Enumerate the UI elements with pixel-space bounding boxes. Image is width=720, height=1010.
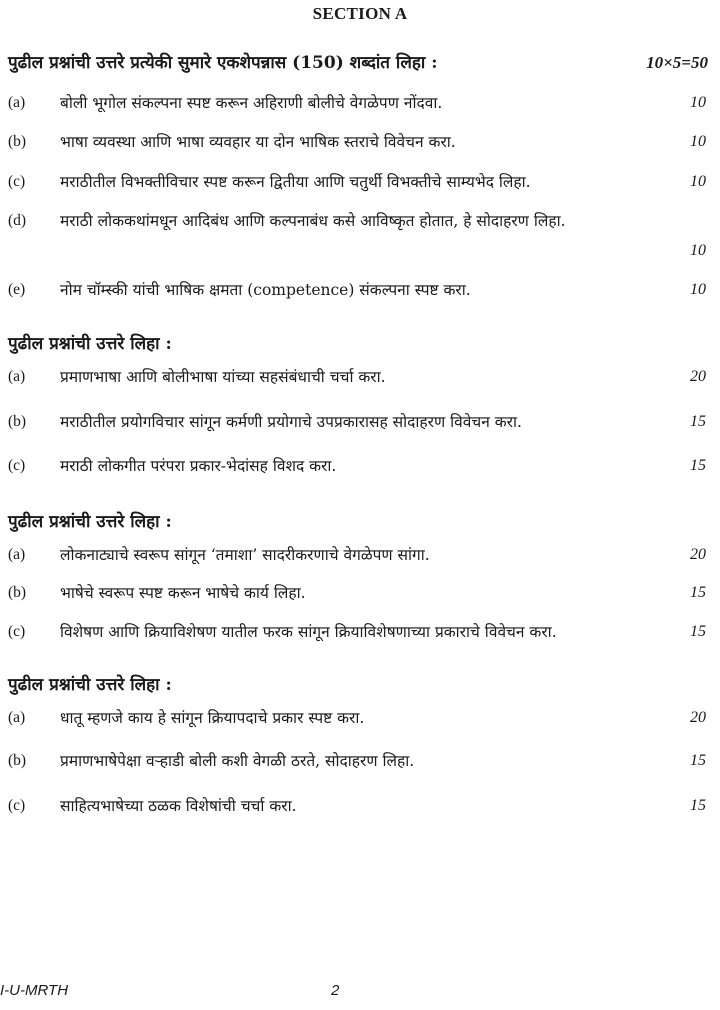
item-marks: 15: [690, 457, 706, 474]
item-text: मराठी लोकगीत परंपरा प्रकार-भेदांसह विशद करा.: [60, 457, 337, 475]
item-label: (c): [8, 623, 26, 640]
item-marks: 20: [690, 546, 706, 563]
question-1-heading: [8, 50, 708, 73]
item-marks: 15: [690, 797, 706, 814]
item-marks: 10: [690, 133, 706, 150]
item-marks: 10: [690, 94, 706, 111]
section-title: SECTION A: [312, 4, 408, 23]
item-marks: 10: [690, 281, 706, 298]
item-text: लोकनाट्याचे स्वरूप सांगून ‘तमाशा’ सादरीकरणाचे वेगळेपण सांगा.: [60, 546, 430, 564]
item-marks: 15: [690, 584, 706, 601]
item-text: बोली भूगोल संकल्पना स्पष्ट करून अहिराणी बोलीचे वेगळेपण नोंदवा.: [60, 94, 443, 112]
item-text: प्रमाणभाषेपेक्षा वऱ्हाडी बोली कशी वेगळी ठरते, सोदाहरण लिहा.: [60, 752, 415, 770]
question-1-marks: 10×5=50: [646, 53, 708, 72]
item-text: मराठीतील विभक्तीविचार स्पष्ट करून द्वितीया आणि चतुर्थी विभक्तीचे साम्यभेद लिहा.: [60, 173, 531, 191]
item-label: (b): [8, 752, 27, 769]
question-2-heading: [8, 331, 708, 354]
item-marks: 10: [690, 242, 706, 259]
item-marks: 15: [690, 413, 706, 430]
item-marks: 15: [690, 752, 706, 769]
item-label: (a): [8, 368, 26, 385]
item-label: (a): [8, 546, 26, 563]
item-text: मराठीतील प्रयोगविचार सांगून कर्मणी प्रयोगाचे उपप्रकारासह सोदाहरण विवेचन करा.: [60, 413, 522, 431]
item-text: साहित्यभाषेच्या ठळक विशेषांची चर्चा करा.: [60, 797, 297, 815]
item-label: (d): [8, 212, 27, 229]
item-label: (a): [8, 94, 26, 111]
item-marks: 15: [690, 623, 706, 640]
question-3-text: पुढील प्रश्नांची उत्तरे लिहा :: [8, 512, 172, 532]
question-4-text: पुढील प्रश्नांची उत्तरे लिहा :: [8, 675, 172, 695]
item-label: (a): [8, 709, 26, 726]
item-label: (b): [8, 413, 27, 430]
question-3-heading: [8, 509, 708, 532]
item-text: नोम चॉम्स्की यांची भाषिक क्षमता (competence) संकल्पना स्पष्ट करा.: [60, 281, 471, 299]
item-marks: 20: [690, 709, 706, 726]
item-text: प्रमाणभाषा आणि बोलीभाषा यांच्या सहसंबंधाची चर्चा करा.: [60, 368, 386, 386]
item-text: मराठी लोककथांमधून आदिबंध आणि कल्पनाबंध कसे आविष्कृत होतात, हे सोदाहरण लिहा.: [60, 212, 566, 230]
item-label: (c): [8, 457, 26, 474]
page-number: 2: [331, 982, 340, 999]
item-label: (b): [8, 584, 27, 601]
item-label: (c): [8, 797, 26, 814]
question-2-text: पुढील प्रश्नांची उत्तरे लिहा :: [8, 334, 172, 354]
item-text: धातू म्हणजे काय हे सांगून क्रियापदाचे प्रकार स्पष्ट करा.: [60, 709, 365, 727]
item-label: (b): [8, 133, 27, 150]
item-text: भाषेचे स्वरूप स्पष्ट करून भाषेचे कार्य लिहा.: [60, 584, 306, 602]
paper-code: I-U-MRTH: [0, 982, 69, 999]
item-text: विशेषण आणि क्रियाविशेषण यातील फरक सांगून क्रियाविशेषणाच्या प्रकाराचे विवेचन करा.: [60, 623, 557, 641]
item-label: (e): [8, 281, 26, 298]
item-label: (c): [8, 173, 26, 190]
question-4-heading: [8, 672, 708, 695]
item-marks: 10: [690, 173, 706, 190]
question-1-text: पुढील प्रश्नांची उत्तरे प्रत्येकी सुमारे एकशेपन्नास (150) शब्दांत लिहा :: [8, 53, 438, 73]
item-text: भाषा व्यवस्था आणि भाषा व्यवहार या दोन भाषिक स्तराचे विवेचन करा.: [60, 133, 456, 151]
item-marks: 20: [690, 368, 706, 385]
